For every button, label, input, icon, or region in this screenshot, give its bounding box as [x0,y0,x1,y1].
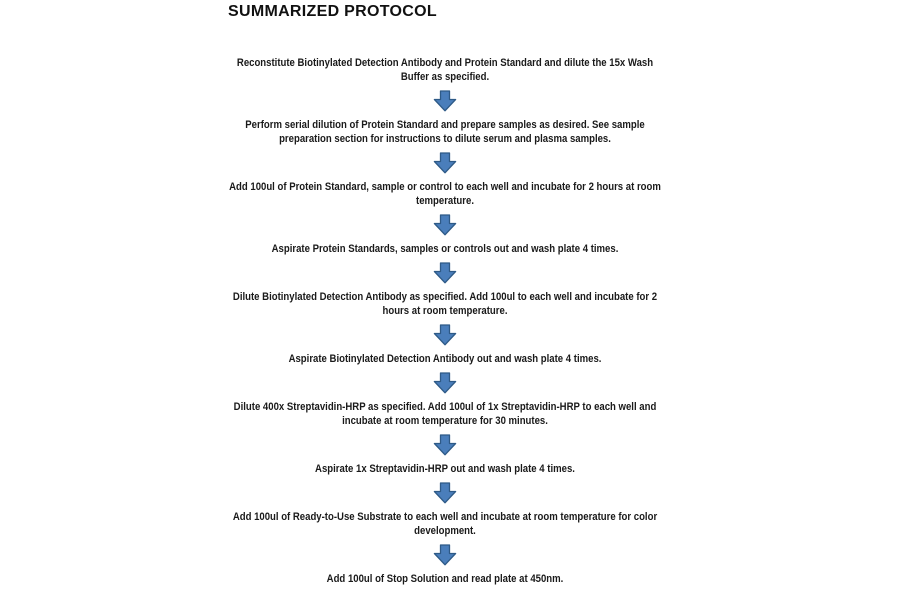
protocol-step: Add 100ul of Ready-to-Use Substrate to each well and incubate at room temperature for color development. [232,511,658,537]
down-arrow-icon [433,214,457,236]
protocol-step: Perform serial dilution of Protein Standard and prepare samples as desired. See sample preparation section for instructions to dilute serum and plasma samples. [245,119,645,145]
down-arrow-icon [433,152,457,174]
page-title: SUMMARIZED PROTOCOL [228,3,437,20]
down-arrow-icon [433,434,457,456]
protocol-step: Aspirate 1x Streptavidin-HRP out and wash plate 4 times. [315,463,575,475]
protocol-step: Add 100ul of Stop Solution and read plate at 450nm. [326,573,564,585]
protocol-step: Aspirate Protein Standards, samples or controls out and wash plate 4 times. [271,243,619,255]
protocol-step: Dilute 400x Streptavidin-HRP as specified. Add 100ul of 1x Streptavidin-HRP to each well and incubate at room temperature for 30 minutes. [233,401,657,427]
protocol-step: Add 100ul of Protein Standard, sample or control to each well and incubate for 2 hours at room temperature. [229,181,661,207]
down-arrow-icon [433,262,457,284]
down-arrow-icon [433,90,457,112]
protocol-step: Dilute Biotinylated Detection Antibody as specified. Add 100ul to each well and incubate for 2 hours at room temperature. [232,291,658,317]
down-arrow-icon [433,324,457,346]
down-arrow-icon [433,482,457,504]
down-arrow-icon [433,544,457,566]
protocol-flowchart [189,56,701,586]
protocol-step: Aspirate Biotinylated Detection Antibody out and wash plate 4 times. [288,353,602,365]
protocol-step: Reconstitute Biotinylated Detection Antibody and Protein Standard and dilute the 15x Wash Buffer as specified. [236,57,654,83]
down-arrow-icon [433,372,457,394]
